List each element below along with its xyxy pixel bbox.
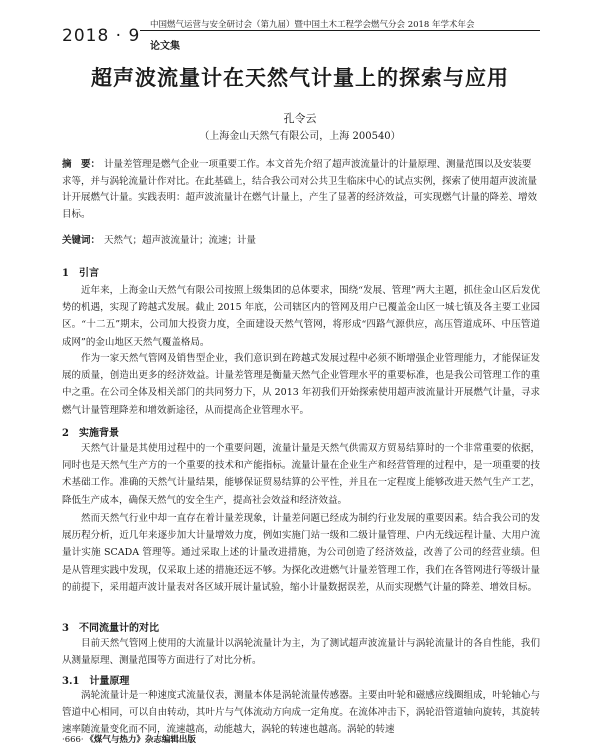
journal-name: 《煤气与热力》杂志编辑出版 xyxy=(89,735,196,745)
paragraph: 涡轮流量计是一种速度式流量仪表，测量本体是涡轮流量传感器。主要由叶轮和磁感应线圈组成，叶轮轴心与管道中心相同，可以自由转动，其叶片与气体流动方向成一定角度。在流体冲击下，涡轮沿管道轴向旋转，其旋转速率随流量变化而不同，流速越高，动能越大，涡轮的转速也越高。涡轮的转速 xyxy=(62,690,540,736)
page-footer xyxy=(62,733,196,745)
paragraph: 作为一家天然气管网及销售型企业，我们意识到在跨越式发展过程中必须不断增强企业管理能力，才能保证发展的质量，创造出更多的经济效益。计量差管理是衡量天然气企业管理水平的重要标准，也是我公司管理工作的重中之重。在公司全体及相关部门的共同努力下，从 2013 年初我们开始探索使用超声波流量计开展燃气计量，寻求燃气计量管理降差和增效新途径，从而提高企业管理水平。 xyxy=(62,353,540,416)
abstract xyxy=(62,157,540,223)
abstract-text: 计量差管理是燃气企业一项重要工作。本文首先介绍了超声波流量计的计量原理、测量范围以及安装要求等，并与涡轮流量计作对比。在此基础上，结合我公司对公共卫生临床中心的试点实例，探索了使用超声波流量计开展燃气计量。实践表明：超声波流量计在燃气计量上，产生了显著的经济效益，可实现燃气计量的降差、增效目标。 xyxy=(62,159,538,220)
abstract-label: 摘 要： xyxy=(62,159,101,170)
paper-affiliation: （上海金山天然气有限公司，上海 200540） xyxy=(199,131,401,142)
header-series: 论文集 xyxy=(150,41,180,52)
paragraph: 天然气计量是其使用过程中的一个重要问题，流量计量是天然气供需双方贸易结算时的一个非常重要的依据，同时也是天然气生产方的一个重要的技术和产能指标。流量计量在企业生产和经营管理的过程中，是一项重要的技术基础工作。准确的天然气计量结果，能够保证贸易结算的公平性，并且在一定程度上能够改进天然气生产工艺，降低生产成本，确保天然气的安全生产，提高社会效益和经济效益。 xyxy=(62,443,540,506)
running-header xyxy=(0,0,600,58)
section-heading-intro: 1 引言 xyxy=(62,268,99,279)
keywords-label: 关键词： xyxy=(62,235,101,246)
paper-title: 超声波流量计在天然气计量上的探索与应用 xyxy=(91,65,509,90)
header-year: 2018 · 9 xyxy=(62,26,141,46)
paragraph: 然而天然气行业中却一直存在着计量差现象，计量差问题已经成为制约行业发展的重要因素。结合我公司的发展历程分析，近几年来逐步加大计量增效力度，例如实施门站一级和二级计量管理、户内无线远程计量、大用户流量计实施 SCADA 管理等。通过采取上述的计量改进措施，为公司创造了经济效益，改善了公司的经营业绩。但是从管理实践中发现，仅采取上述的措施还远不够。为探化改进燃气计量差管理工作，我们在各管网进行等级计量的前提下，采用超声波计量表对各区域开展计量试验，缩小计量数据误差，从而实现燃气计量的降差、增效目标。 xyxy=(62,513,540,593)
paragraph: 近年来，上海金山天然气有限公司按照上级集团的总体要求，围绕“发展、管理”两大主题，抓住金山区后发优势的机遇，实现了跨越式发展。截止 2015 年底，公司辖区内的管网及用户已覆盖金山区一城七镇及各主要工业园区。“十二五”期末，公司加大投资力度，全面建设天然气管网，将形成“四路气源供应，高压管道成环、中压管道成网”的金山地区天然气覆盖格局。 xyxy=(62,285,540,348)
keywords-text: 天然气；超声波流量计；流速；计量 xyxy=(104,235,257,246)
keywords xyxy=(62,232,540,246)
section-heading-background: 2 实施背景 xyxy=(62,428,119,439)
page-number: ·666· xyxy=(62,735,84,745)
header-conference: 中国燃气运营与安全研讨会（第九届）暨中国土木工程学会燃气分会 2018 年学术年会 xyxy=(150,20,475,30)
paragraph: 目前天然气管网上使用的大流量计以涡轮流量计为主，为了测试超声波流量计与涡轮流量计的各自性能，我们从测量原理、测量范围等方面进行了对比分析。 xyxy=(62,638,540,667)
section-heading-comparison: 3 不同流量计的对比 xyxy=(62,623,159,634)
section-heading-principle: 3.1 计量原理 xyxy=(62,676,130,687)
header-rule xyxy=(140,30,540,31)
paper-author: 孔令云 xyxy=(283,112,317,125)
